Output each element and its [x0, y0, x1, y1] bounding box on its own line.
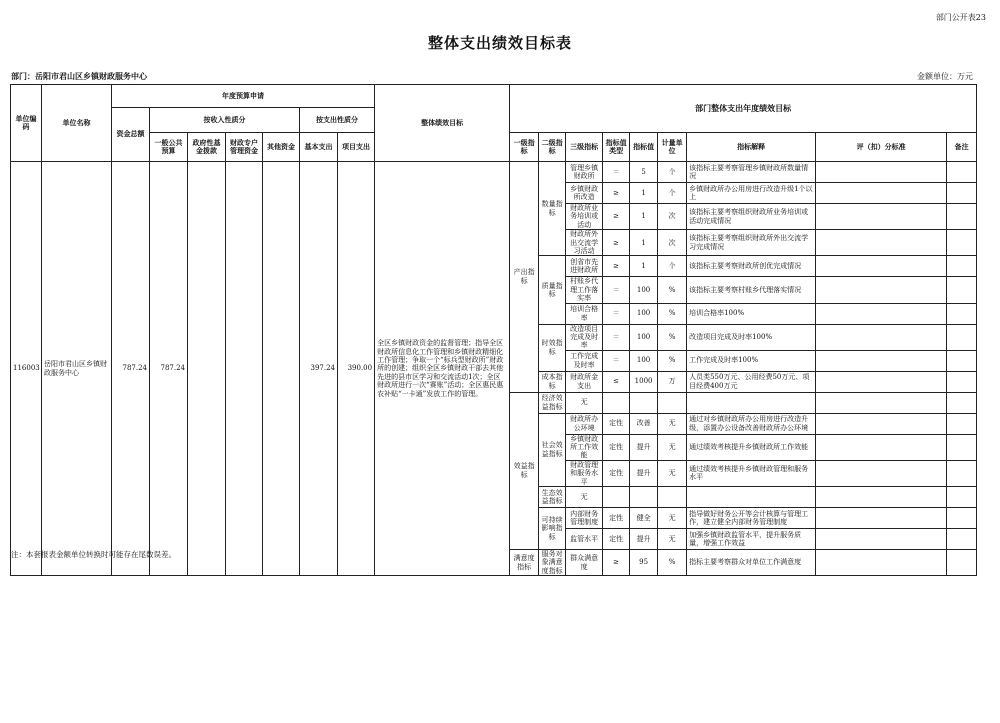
level2-timeliness: 时效指标: [539, 324, 566, 371]
indicator-unit: %: [658, 350, 687, 371]
scoring-cell: [816, 350, 947, 371]
indicator-explanation: 通过绩效考核提升乡镇财政管理和服务水平: [687, 460, 816, 486]
scoring-cell: [816, 508, 947, 529]
indicator-explanation: 乡镇财政所办公用房进行改造升级1个以上: [687, 183, 816, 204]
header-annual-budget: 年度预算申请: [112, 85, 375, 108]
indicator-unit: 个: [658, 256, 687, 277]
indicator-type: ＝: [603, 162, 630, 183]
header-measure-unit: 计量单位: [658, 133, 687, 162]
header-value-type: 指标值类型: [603, 133, 630, 162]
header-project-expense: 项目支出: [338, 133, 375, 162]
indicator-unit: 无: [658, 529, 687, 550]
indicator-value: 提升: [630, 460, 658, 486]
indicator-name: 创省市先进财政所: [566, 256, 603, 277]
table-row: [11, 162, 977, 183]
remark-cell: [947, 487, 977, 508]
scoring-cell: [816, 183, 947, 204]
level2-service-satisfaction: 服务对象满意度指标: [539, 550, 566, 576]
performance-goal-table: [10, 84, 977, 576]
indicator-unit: %: [658, 550, 687, 576]
overall-goal-cell: 全区乡镇财政资金的监督管理；指导全区财政所信息化工作管理和乡镇财政精细化工作管理；争取一个“标兵型财政所”财政所的创建；组织全区乡镇财政干部去其他先进的县市区学习和交流活动1次；全区财政所进行一次“赛账”活动；全区惠民惠农补贴“一卡通”发放工作的管理。: [375, 162, 510, 576]
scoring-cell: [816, 204, 947, 230]
scoring-cell: [816, 460, 947, 486]
header-level1: 一级指标: [510, 133, 539, 162]
indicator-type: ≤: [603, 371, 630, 392]
header-scoring: 评（扣）分标准: [816, 133, 947, 162]
department-label: 部门：岳阳市君山区乡镇财政服务中心: [11, 71, 147, 81]
indicator-value: 改善: [630, 413, 658, 434]
remark-cell: [947, 392, 977, 413]
scoring-cell: [816, 162, 947, 183]
level2-quality: 质量指标: [539, 256, 566, 324]
indicator-value: 95: [630, 550, 658, 576]
indicator-explanation: 指标主要考察群众对单位工作满意度: [687, 550, 816, 576]
level1-satisfaction: 满意度指标: [510, 550, 539, 576]
level2-social: 社会效益指标: [539, 413, 566, 486]
footnote: 注：本套报表金额单位转换时可能存在尾数误差。: [11, 550, 176, 559]
indicator-explanation: 通过绩效考核提升乡镇财政所工作效能: [687, 434, 816, 460]
header-other-fund: 其他资金: [263, 133, 300, 162]
remark-cell: [947, 256, 977, 277]
level2-ecological: 生态效益指标: [539, 487, 566, 508]
indicator-explanation: 培训合格率100%: [687, 303, 816, 324]
total-funds-cell: 787.24: [112, 162, 150, 576]
remark-cell: [947, 550, 977, 576]
amount-unit-label: 金额单位：万元: [917, 72, 973, 81]
indicator-explanation: 改造项目完成及时率100%: [687, 324, 816, 350]
header-special-fund: 财政专户管理资金: [226, 133, 263, 162]
indicator-value: 100: [630, 277, 658, 303]
scoring-cell: [816, 413, 947, 434]
indicator-type: 定性: [603, 508, 630, 529]
header-value: 指标值: [630, 133, 658, 162]
indicator-unit: %: [658, 277, 687, 303]
indicator-type: ≥: [603, 183, 630, 204]
indicator-name: 财政管理和服务水平: [566, 460, 603, 486]
indicator-explanation: [687, 392, 816, 413]
indicator-type: ≥: [603, 550, 630, 576]
indicator-explanation: 该指标主要考察组织财政所业务培训或活动完成情况: [687, 204, 816, 230]
scoring-cell: [816, 230, 947, 256]
indicator-value: 提升: [630, 529, 658, 550]
table-number-label: 部门公开表23: [935, 13, 986, 22]
remark-cell: [947, 508, 977, 529]
indicator-value: 100: [630, 324, 658, 350]
level2-cost: 成本指标: [539, 371, 566, 392]
indicator-type: [603, 487, 630, 508]
indicator-name: 监管水平: [566, 529, 603, 550]
remark-cell: [947, 303, 977, 324]
indicator-unit: 个: [658, 162, 687, 183]
indicator-value: 5: [630, 162, 658, 183]
indicator-value: 1: [630, 256, 658, 277]
indicator-explanation: 该指标主要考察村账乡代理落实情况: [687, 277, 816, 303]
indicator-value: 1: [630, 183, 658, 204]
level2-sustainable: 可持续影响指标: [539, 508, 566, 550]
scoring-cell: [816, 550, 947, 576]
header-basic-expense: 基本支出: [300, 133, 338, 162]
header-unit-code: 单位编码: [11, 85, 42, 162]
indicator-explanation: 通过对乡镇财政所办公用房进行改造升级，添置办公设备改善财政所办公环境: [687, 413, 816, 434]
indicator-unit: %: [658, 303, 687, 324]
indicator-name: 财政所外出交流学习活动: [566, 230, 603, 256]
indicator-name: 村账乡代理工作落实率: [566, 277, 603, 303]
unit-code-cell: 116003: [11, 162, 42, 576]
indicator-type: [603, 392, 630, 413]
scoring-cell: [816, 392, 947, 413]
indicator-unit: 无: [658, 508, 687, 529]
indicator-value: 1: [630, 204, 658, 230]
level2-economic: 经济效益指标: [539, 392, 566, 413]
indicator-type: 定性: [603, 413, 630, 434]
indicator-name: 培训合格率: [566, 303, 603, 324]
indicator-explanation: 加强乡镇财政监管水平，提升服务质量，增强工作效益: [687, 529, 816, 550]
remark-cell: [947, 350, 977, 371]
remark-cell: [947, 162, 977, 183]
header-explanation: 指标解释: [687, 133, 816, 162]
header-dept-goal: 部门整体支出年度绩效目标: [510, 85, 977, 133]
remark-cell: [947, 413, 977, 434]
header-total-funds: 资金总额: [112, 108, 150, 162]
indicator-name: 财政所办公环境: [566, 413, 603, 434]
indicator-name: 财政所金支出: [566, 371, 603, 392]
indicator-unit: 个: [658, 183, 687, 204]
indicator-value: [630, 392, 658, 413]
remark-cell: [947, 183, 977, 204]
indicator-value: 100: [630, 350, 658, 371]
indicator-type: ＝: [603, 324, 630, 350]
indicator-unit: 无: [658, 434, 687, 460]
indicator-name: 乡镇财政所改造: [566, 183, 603, 204]
remark-cell: [947, 529, 977, 550]
page-title: 整体支出绩效目标表: [427, 34, 572, 52]
indicator-value: [630, 487, 658, 508]
scoring-cell: [816, 324, 947, 350]
remark-cell: [947, 434, 977, 460]
header-overall-goal: 整体绩效目标: [375, 85, 510, 162]
indicator-type: 定性: [603, 434, 630, 460]
scoring-cell: [816, 256, 947, 277]
remark-cell: [947, 230, 977, 256]
basic-expense-cell: 397.24: [300, 162, 338, 576]
indicator-name: 乡镇财政所工作效能: [566, 434, 603, 460]
header-level3: 三级指标: [566, 133, 603, 162]
scoring-cell: [816, 303, 947, 324]
indicator-explanation: [687, 487, 816, 508]
indicator-name: 管理乡镇财政所: [566, 162, 603, 183]
level1-benefit: 效益指标: [510, 392, 539, 549]
indicator-type: ≥: [603, 230, 630, 256]
scoring-cell: [816, 434, 947, 460]
scoring-cell: [816, 529, 947, 550]
other-fund-cell: [263, 162, 300, 576]
indicator-name: 财政所业务培训或活动: [566, 204, 603, 230]
indicator-unit: 次: [658, 230, 687, 256]
indicator-name: 无: [566, 487, 603, 508]
gov-fund-cell: [188, 162, 226, 576]
special-fund-cell: [226, 162, 263, 576]
remark-cell: [947, 324, 977, 350]
level2-quantity: 数量指标: [539, 162, 566, 256]
header-unit-name: 单位名称: [42, 85, 112, 162]
indicator-explanation: 工作完成及时率100%: [687, 350, 816, 371]
indicator-name: 改造项目完成及时率: [566, 324, 603, 350]
header-general-public: 一般公共预算: [150, 133, 188, 162]
indicator-unit: 万: [658, 371, 687, 392]
indicator-value: 100: [630, 303, 658, 324]
scoring-cell: [816, 277, 947, 303]
scoring-cell: [816, 487, 947, 508]
scoring-cell: [816, 371, 947, 392]
indicator-name: 工作完成及时率: [566, 350, 603, 371]
header-remark: 备注: [947, 133, 977, 162]
indicator-type: ≥: [603, 204, 630, 230]
indicator-type: 定性: [603, 460, 630, 486]
remark-cell: [947, 204, 977, 230]
indicator-type: ＝: [603, 303, 630, 324]
indicator-explanation: 指导做好财务公开等会计核算与管理工作，建立健全内部财务管理制度: [687, 508, 816, 529]
remark-cell: [947, 460, 977, 486]
indicator-explanation: 该指标主要考察财政所创优完成情况: [687, 256, 816, 277]
indicator-name: 群众满意度: [566, 550, 603, 576]
indicator-name: 无: [566, 392, 603, 413]
indicator-explanation: 该指标主要考察组织财政所外出交流学习完成情况: [687, 230, 816, 256]
project-expense-cell: 390.00: [338, 162, 375, 576]
indicator-name: 内部财务管理制度: [566, 508, 603, 529]
indicator-explanation: 该指标主要考察管理乡镇财政所数量情况: [687, 162, 816, 183]
indicator-unit: [658, 392, 687, 413]
remark-cell: [947, 277, 977, 303]
unit-name-cell: 岳阳市君山区乡镇财政服务中心: [42, 162, 112, 576]
header-level2: 二级指标: [539, 133, 566, 162]
indicator-value: 1000: [630, 371, 658, 392]
indicator-type: ＝: [603, 350, 630, 371]
indicator-unit: [658, 487, 687, 508]
indicator-unit: 无: [658, 460, 687, 486]
header-by-income: 按收入性质分: [150, 108, 300, 133]
indicator-explanation: 人员类550万元、公用经费50万元、项目经费400万元: [687, 371, 816, 392]
level1-output: 产出指标: [510, 162, 539, 393]
indicator-unit: 无: [658, 413, 687, 434]
remark-cell: [947, 371, 977, 392]
indicator-unit: %: [658, 324, 687, 350]
general-public-cell: 787.24: [150, 162, 188, 576]
indicator-value: 1: [630, 230, 658, 256]
header-gov-fund: 政府性基金拨款: [188, 133, 226, 162]
indicator-type: 定性: [603, 529, 630, 550]
header-by-expense: 按支出性质分: [300, 108, 375, 133]
indicator-type: ＝: [603, 277, 630, 303]
indicator-value: 健全: [630, 508, 658, 529]
indicator-type: ≥: [603, 256, 630, 277]
indicator-unit: 次: [658, 204, 687, 230]
indicator-value: 提升: [630, 434, 658, 460]
